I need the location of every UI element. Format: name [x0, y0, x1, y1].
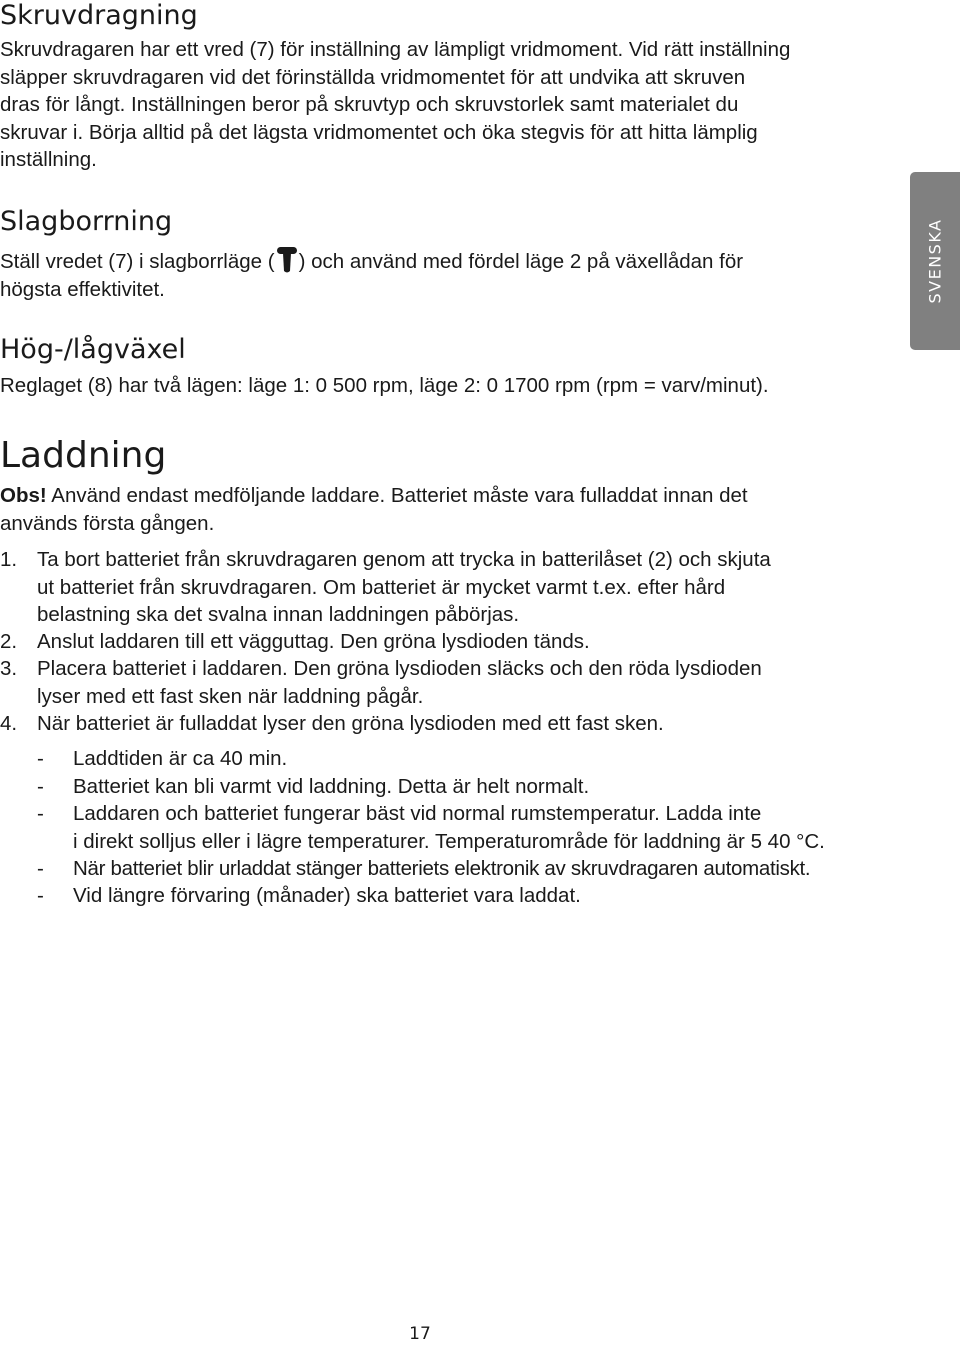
- dash-marker: -: [37, 775, 44, 798]
- text-after-icon: ) och använd med fördel läge 2 på växellådan för: [298, 250, 744, 273]
- obs-label: Obs!: [0, 484, 47, 507]
- list-number: 2.: [0, 630, 18, 653]
- list-number: 3.: [0, 657, 18, 680]
- list-number: 1.: [0, 548, 18, 571]
- dash-marker: -: [37, 802, 44, 825]
- list-text: [37, 655, 762, 710]
- list-number: 4.: [0, 712, 18, 735]
- text-line: inställning.: [0, 148, 97, 171]
- note-text: [73, 882, 581, 910]
- heading-skruvdragning: Skruvdragning: [0, 0, 198, 31]
- list-text: [37, 546, 771, 629]
- text-line: högsta effektivitet.: [0, 277, 165, 301]
- text-line: Laddtiden är ca 40 min.: [73, 747, 288, 770]
- obs-text: Använd endast medföljande laddare. Batteriet måste vara fulladdat innan det: [46, 484, 748, 507]
- text-line: Placera batteriet i laddaren. Den gröna lysdioden släcks och den röda lysdioden: [37, 657, 762, 680]
- text-line: [0, 482, 748, 510]
- text-line: [0, 246, 743, 276]
- paragraph-hog-lagvaxel: [0, 372, 769, 400]
- language-tab-label: SVENSKA: [925, 218, 945, 304]
- dash-marker: -: [37, 884, 44, 907]
- text-line: skruvar i. Börja alltid på det lägsta vridmomentet och öka stegvis för att hitta lämplig: [0, 120, 758, 144]
- list-text: [37, 710, 664, 738]
- text-line: Ta bort batteriet från skruvdragaren genom att trycka in batterilåset (2) och skjuta: [37, 548, 771, 571]
- heading-laddning: Laddning: [0, 435, 167, 476]
- text-line: i direkt solljus eller i lägre temperaturer. Temperaturområde för laddning är 5 40 °C.: [73, 829, 825, 853]
- paragraph-obs: [0, 482, 748, 537]
- impact-drill-icon: [276, 246, 298, 274]
- text-line: När batteriet blir urladdat stänger batteriets elektronik av skruvdragaren automatiskt.: [73, 857, 811, 880]
- text-line: När batteriet är fulladdat lyser den gröna lysdioden med ett fast sken.: [37, 712, 664, 735]
- dash-marker: -: [37, 857, 44, 880]
- text-line: Anslut laddaren till ett vägguttag. Den gröna lysdioden tänds.: [37, 630, 590, 653]
- note-text: [73, 773, 589, 801]
- dash-marker: -: [37, 747, 44, 770]
- heading-hog-lagvaxel: Hög-/lågväxel: [0, 334, 186, 365]
- text-line: släpper skruvdragaren vid det förinställda vridmomentet för att undvika att skruven: [0, 65, 746, 89]
- text-before-icon: Ställ vredet (7) i slagborrläge (: [0, 250, 275, 273]
- text-line: Laddaren och batteriet fungerar bäst vid normal rumstemperatur. Ladda inte: [73, 802, 762, 825]
- text-line: lyser med ett fast sken när laddning pågår.: [37, 684, 424, 708]
- note-text: [73, 800, 825, 855]
- heading-slagborrning: Slagborrning: [0, 206, 173, 237]
- text-line: belastning ska det svalna innan laddningen påbörjas.: [37, 603, 520, 626]
- note-text: [73, 855, 810, 883]
- page-number: 17: [409, 1324, 431, 1344]
- text-line: dras för långt. Inställningen beror på skruvtyp och skruvstorlek samt materialet du: [0, 93, 739, 116]
- language-tab: [910, 172, 960, 350]
- text-line: ut batteriet från skruvdragaren. Om batteriet är mycket varmt t.ex. efter hård: [37, 575, 726, 599]
- paragraph-skruvdragning: [0, 36, 790, 174]
- paragraph-slagborrning: [0, 246, 743, 303]
- text-line: Skruvdragaren har ett vred (7) för inställning av lämpligt vridmoment. Vid rätt inställning: [0, 38, 791, 61]
- text-line: används första gången.: [0, 511, 215, 535]
- text-line: Batteriet kan bli varmt vid laddning. Detta är helt normalt.: [73, 775, 590, 798]
- note-text: [73, 745, 287, 773]
- text-line: Vid längre förvaring (månader) ska batteriet vara laddat.: [73, 884, 581, 907]
- list-text: [37, 628, 590, 656]
- text-line: Reglaget (8) har två lägen: läge 1: 0 500 rpm, läge 2: 0 1700 rpm (rpm = varv/minut).: [0, 374, 769, 397]
